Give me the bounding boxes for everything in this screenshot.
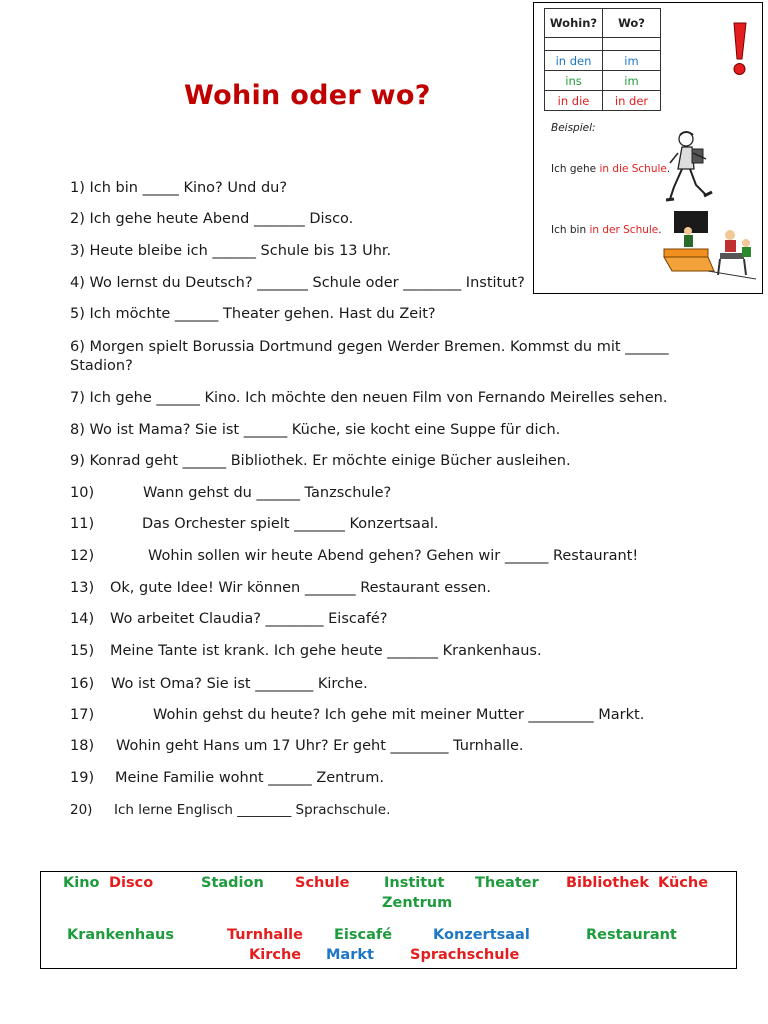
- exclamation-icon: [729, 21, 749, 77]
- word-kueche: Küche: [658, 875, 709, 891]
- exercise-11: [70, 515, 438, 534]
- exercise-text: Wo arbeitet Claudia? ________ Eiscafé?: [110, 611, 388, 627]
- exercise-number: 3): [70, 243, 85, 259]
- exercise-text: Ich möchte ______ Theater gehen. Hast du Zeit?: [89, 306, 436, 322]
- cell-in-die: in die: [545, 91, 603, 111]
- exercise-number: 1): [70, 180, 85, 196]
- word-disco: Disco: [109, 875, 154, 891]
- word-zentrum: Zentrum: [382, 895, 453, 911]
- exercise-number: 2): [70, 211, 85, 227]
- example-text: Ich bin: [551, 224, 590, 236]
- exercise-number: 17): [70, 707, 95, 723]
- exercise-text: Wann gehst du ______ Tanzschule?: [143, 485, 392, 501]
- exercise-number: 4): [70, 275, 85, 291]
- header-wohin: Wohin?: [545, 9, 603, 38]
- exercise-3: [70, 242, 391, 261]
- exercise-number: 12): [70, 548, 95, 564]
- exercise-1: [70, 179, 287, 198]
- exercise-number: 14): [70, 611, 95, 627]
- exercise-text: Wo ist Mama? Sie ist ______ Küche, sie kocht eine Suppe für dich.: [89, 422, 561, 438]
- exercise-5: [70, 305, 436, 324]
- word-restaurant: Restaurant: [586, 927, 677, 943]
- exercise-number: 18): [70, 738, 95, 754]
- exercise-text: Wohin gehst du heute? Ich gehe mit meiner Mutter _________ Markt.: [153, 707, 645, 723]
- exercise-18: [70, 737, 524, 756]
- exercise-number: 9): [70, 453, 85, 469]
- exercise-number: 11): [70, 516, 95, 532]
- exercise-text: Wo ist Oma? Sie ist ________ Kirche.: [111, 676, 368, 692]
- exercise-2: [70, 210, 353, 229]
- exercise-text: Wo lernst du Deutsch? _______ Schule oder ________ Institut?: [89, 275, 525, 291]
- word-schule: Schule: [295, 875, 350, 891]
- word-eiscafe: Eiscafé: [334, 927, 393, 943]
- word-kino: Kino: [63, 875, 100, 891]
- grammar-info-box: [533, 2, 763, 294]
- word-institut: Institut: [384, 875, 445, 891]
- cell-ins: ins: [545, 71, 603, 91]
- exercise-text: Ich gehe heute Abend _______ Disco.: [89, 211, 354, 227]
- example-sentence-2: [551, 224, 662, 236]
- table-spacer: [603, 38, 661, 51]
- example-highlight: in der Schule: [589, 224, 659, 236]
- exercise-text: Meine Tante ist krank. Ich gehe heute _______ Krankenhaus.: [110, 643, 542, 659]
- exercise-number: 6): [70, 339, 85, 355]
- cell-im: im: [603, 51, 661, 71]
- word-bibliothek: Bibliothek: [566, 875, 650, 891]
- word-krankenhaus: Krankenhaus: [67, 927, 174, 943]
- exercise-8: [70, 421, 560, 440]
- preposition-table: [544, 8, 661, 111]
- example-label: Beispiel:: [551, 122, 596, 134]
- worksheet-title: Wohin oder wo?: [184, 80, 431, 111]
- exercise-7: [70, 389, 667, 408]
- word-sprachschule: Sprachschule: [410, 947, 520, 963]
- exercise-text: Ich lerne Englisch ________ Sprachschule.: [114, 802, 391, 818]
- exercise-9: [70, 452, 571, 471]
- exercise-number: 13): [70, 580, 95, 596]
- exercise-20: [70, 801, 390, 820]
- exercise-text: Heute bleibe ich ______ Schule bis 13 Uhr.: [89, 243, 392, 259]
- exercise-16: [70, 675, 368, 694]
- example-highlight: in die Schule: [599, 163, 667, 175]
- exercise-number: 20): [70, 802, 93, 818]
- header-wo: Wo?: [603, 9, 661, 38]
- exercise-17: [70, 706, 644, 725]
- exercise-6: [70, 338, 730, 376]
- exercise-number: 10): [70, 485, 95, 501]
- exercise-number: 15): [70, 643, 95, 659]
- exercise-text: Konrad geht ______ Bibliothek. Er möchte einige Bücher ausleihen.: [89, 453, 571, 469]
- example-text: .: [658, 224, 662, 236]
- word-markt: Markt: [326, 947, 374, 963]
- exercise-10: [70, 484, 391, 503]
- exercise-19: [70, 769, 384, 788]
- exercise-number: 19): [70, 770, 95, 786]
- example-text: Ich gehe: [551, 163, 600, 175]
- cell-in-der: in der: [603, 91, 661, 111]
- word-theater: Theater: [475, 875, 539, 891]
- cell-in-den: in den: [545, 51, 603, 71]
- word-turnhalle: Turnhalle: [227, 927, 303, 943]
- exercise-text: Ich bin _____ Kino? Und du?: [89, 180, 288, 196]
- exercise-12: [70, 547, 638, 566]
- classroom-illustration: [658, 209, 756, 285]
- exercise-text: Meine Familie wohnt ______ Zentrum.: [115, 770, 384, 786]
- exercise-number: 5): [70, 306, 85, 322]
- word-konzertsaal: Konzertsaal: [433, 927, 530, 943]
- exercise-text: Das Orchester spielt _______ Konzertsaal.: [142, 516, 439, 532]
- exercise-text: Wohin geht Hans um 17 Uhr? Er geht ________ Turnhalle.: [116, 738, 524, 754]
- exercise-4: [70, 274, 525, 293]
- exercise-15: [70, 642, 542, 661]
- example-sentence-1: [551, 163, 670, 175]
- exercise-text: Wohin sollen wir heute Abend gehen? Gehen wir ______ Restaurant!: [148, 548, 639, 564]
- exercise-text: Ich gehe ______ Kino. Ich möchte den neuen Film von Fernando Meirelles sehen.: [89, 390, 668, 406]
- exercise-number: 7): [70, 390, 85, 406]
- walking-student-illustration: [666, 129, 716, 207]
- exercise-14: [70, 610, 387, 629]
- exercise-text: Morgen spielt Borussia Dortmund gegen Werder Bremen. Kommst du mit ______ Stadion?: [70, 339, 669, 374]
- exercise-number: 8): [70, 422, 85, 438]
- cell-im: im: [603, 71, 661, 91]
- exercise-number: 16): [70, 676, 95, 692]
- table-spacer: [545, 38, 603, 51]
- exercise-13: [70, 579, 491, 598]
- word-kirche: Kirche: [249, 947, 302, 963]
- word-stadion: Stadion: [201, 875, 264, 891]
- exercise-text: Ok, gute Idee! Wir können _______ Restaurant essen.: [110, 580, 491, 596]
- example-text: .: [666, 163, 671, 175]
- word-bank: [40, 871, 737, 969]
